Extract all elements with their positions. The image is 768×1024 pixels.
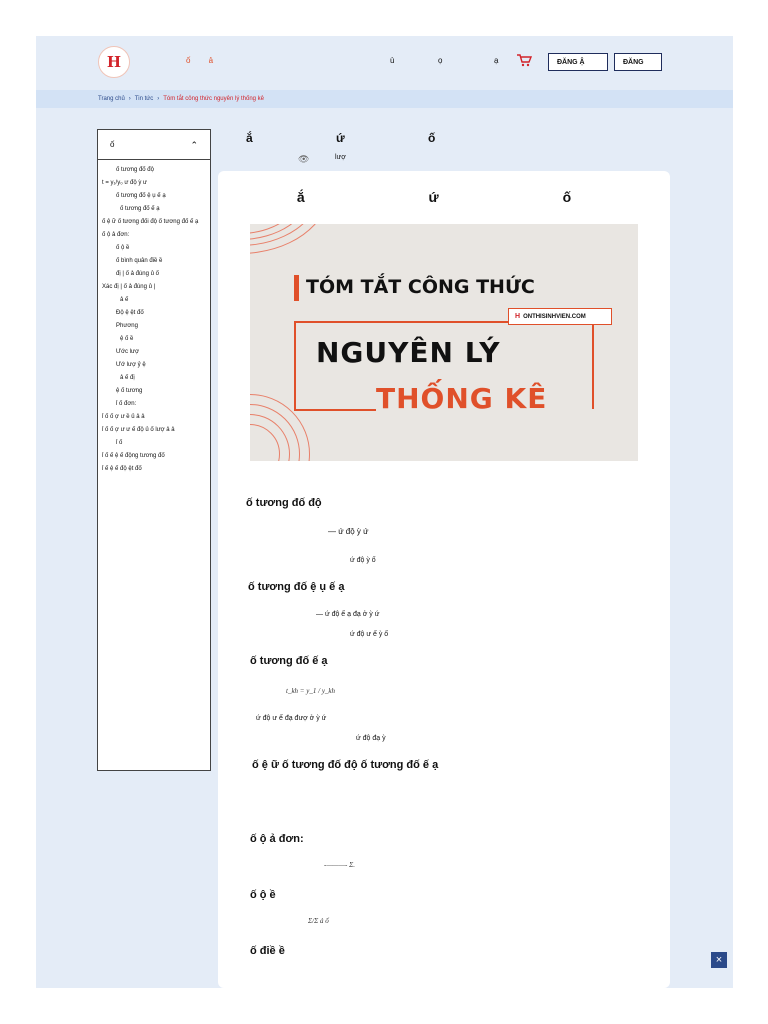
toc-item[interactable]: ỉ ố ố ợ ư ề ủ ả ả [102,414,145,420]
toc-item[interactable]: Ước lượ [116,349,140,355]
paragraph: — ứ độ ỳ ứ [328,527,369,536]
toc-item[interactable]: ố tương đố ệ ụ ế ạ [116,193,166,199]
paragraph: ứ độ ư ế ỳ ố [350,631,389,638]
toc-item[interactable]: t = y₁/y₀ ư độ ỳ ư [102,180,148,186]
banner-title-2: THỐNG KÊ [376,382,548,415]
toc-item[interactable]: Xác đị | ố ả đúng ủ | [102,284,156,290]
banner-accent-bar [294,275,299,301]
nav-item-2[interactable]: ọ [438,56,443,65]
toc-item[interactable]: ỉ ố ố ợ ư ư ế độ ủ ố lượ ả ả [102,427,175,433]
site-tag-logo: H [515,313,521,320]
logo-mark: H [106,53,122,71]
register-button[interactable]: ĐĂNG [614,53,662,71]
banner-underline [294,409,376,411]
chevron-up-icon[interactable]: ⌃ [190,140,198,150]
section-heading: ố tương đố ế ạ [250,655,328,667]
login-button[interactable]: ĐĂNG Ậ [548,53,608,71]
site-header [36,36,733,90]
banner-heading: TÓM TẮT CÔNG THỨC [306,276,535,298]
toc-list [98,160,210,473]
nav-item-1[interactable]: ù [390,56,395,65]
card-title: ắ ứ ố [296,189,632,205]
toc-item[interactable]: ố ộ ề [116,245,130,251]
banner-title-1: NGUYÊN LÝ [316,336,501,369]
toc-title: ố [110,140,115,149]
toc-item[interactable]: ả ế đị [120,375,135,381]
toc-header[interactable] [98,130,210,160]
paragraph: ứ độ ư ế đạ đượ ở ỳ ứ [256,715,327,722]
paragraph: ứ độ ỳ ố [350,557,376,564]
formula: -———- Σ. [324,861,355,869]
toc-item[interactable]: ỉ ế ệ ế độ ệt đố [102,466,142,472]
article-banner [250,224,638,461]
toc-item[interactable]: ố tương đố độ [116,167,154,173]
toc-item[interactable]: ỉ ố ế ệ ế động tương đố [102,453,165,459]
toc-item[interactable]: ố tương đố ế ạ [120,206,160,212]
cart-icon[interactable] [516,53,532,67]
breadcrumb-separator-icon: › [157,96,160,102]
close-icon[interactable]: × [711,952,727,968]
paragraph: — ứ độ ế ạ đạ ở ỳ ứ [316,611,380,618]
breadcrumb-home[interactable]: Trang chủ [98,96,125,102]
toc-item[interactable]: ả ế [120,297,129,303]
toc-item[interactable]: Độ ệ ệt đố [116,310,144,316]
table-of-contents [97,129,211,771]
view-count: lượ [335,154,346,161]
site-tag [508,308,612,325]
formula: Σ/Σ ả ố [308,917,329,925]
toc-item[interactable]: đị | ố ả đúng ủ ố [116,271,159,277]
page [36,36,733,988]
toc-item[interactable]: ố bình quân điề ề [116,258,163,264]
toc-item[interactable]: ỉ ố đơn: [116,401,137,407]
toc-item[interactable]: ố ệ ữ ố tương đối độ ố tương đố ế ạ [102,219,199,225]
toc-item[interactable]: Ướ lượ ỷ ệ [116,362,146,368]
toc-item[interactable]: ố ộ ả đơn: [102,232,130,238]
section-heading: ố ộ ả đơn: [250,833,304,845]
breadcrumb-current: Tóm tắt công thức nguyên lý thống kê [163,96,265,102]
formula: t_kh = y_1 / y_kh [286,687,336,695]
section-heading: ố ệ ữ ố tương đố độ ố tương đố ế ạ [252,759,439,771]
breadcrumb-news[interactable]: Tin tức [134,96,154,102]
article-title: ắ ứ ố [246,131,476,145]
site-tag-text: ONTHISINHVIEN.COM [523,313,586,320]
toc-item[interactable]: ệ ố tương [116,388,143,394]
breadcrumb [36,90,733,108]
brand-name: ố ả [186,56,222,65]
eye-icon: 👁 [298,154,310,164]
toc-item[interactable]: Phương [116,323,138,329]
site-logo[interactable] [98,46,130,78]
section-heading: ố ộ ề [250,889,276,901]
paragraph: ứ độ đạ ỳ [356,735,386,742]
nav-item-3[interactable]: ạ [494,56,499,65]
section-heading: ố tương đố độ [246,497,322,509]
breadcrumb-separator-icon: › [128,96,131,102]
article-card [218,171,670,988]
toc-item[interactable]: ệ ố ề [120,336,134,342]
section-heading: ố tương đố ệ ụ ế ạ [248,581,345,593]
toc-item[interactable]: ỉ ố [116,440,123,446]
section-heading: ố điề ề [250,945,285,957]
